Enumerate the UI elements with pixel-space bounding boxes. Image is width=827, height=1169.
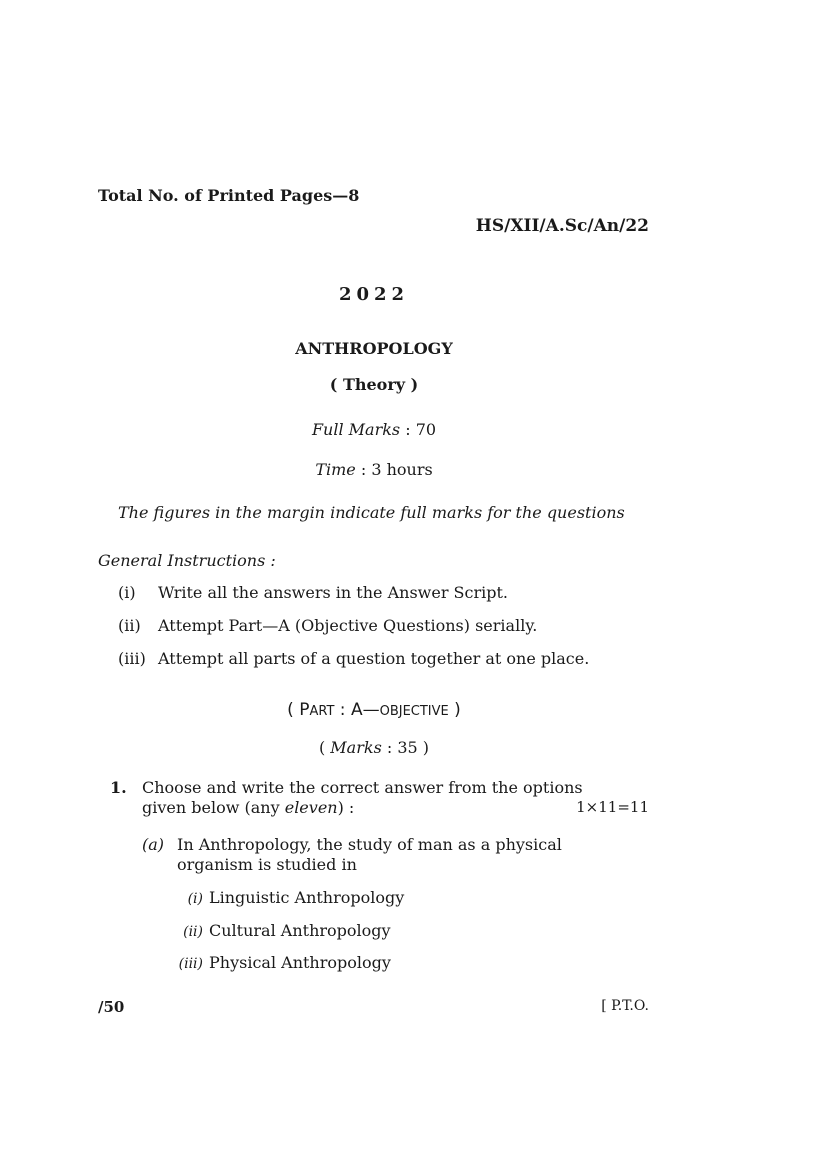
page-code: /50 — [98, 998, 125, 1016]
margin-note: The figures in the margin indicate full marks for the questions — [118, 503, 625, 522]
part-a-marks — [0, 738, 748, 757]
marks-close: ) — [417, 738, 430, 757]
option-item — [176, 953, 391, 972]
instruction-text: Write all the answers in the Answer Script. — [158, 583, 508, 602]
question-number: 1. — [110, 778, 127, 797]
instruction-item — [118, 583, 508, 602]
part-heading-colon: : — [334, 700, 351, 720]
full-marks-separator: : — [400, 420, 416, 439]
part-heading-a: A — [350, 700, 363, 720]
option-text: Physical Anthropology — [209, 953, 391, 972]
marks-open: ( — [318, 738, 331, 757]
pto-marker: [ P.T.O. — [601, 998, 649, 1014]
instruction-number: (iii) — [118, 649, 146, 668]
part-heading-objective: OBJECTIVE — [379, 704, 449, 719]
paper-code: HS/XII/A.Sc/An/22 — [475, 216, 649, 236]
option-label: (i) — [187, 891, 203, 907]
instruction-number: (ii) — [118, 616, 141, 635]
option-label: (iii) — [178, 956, 203, 972]
instruction-item — [118, 616, 537, 635]
full-marks-value: 70 — [415, 420, 437, 439]
question-marks: 1×11=11 — [576, 798, 649, 816]
instruction-text: Attempt Part—A (Objective Questions) serially. — [158, 616, 538, 635]
paper-type: ( Theory ) — [329, 375, 419, 394]
part-a-heading — [0, 700, 748, 720]
question-line2-post: ) : — [337, 798, 355, 817]
part-heading-art: ART — [309, 704, 335, 719]
question-line2-pre: given below (any — [142, 798, 285, 817]
part-heading-close: ) — [448, 700, 461, 720]
full-marks-row — [0, 420, 748, 439]
option-text: Cultural Anthropology — [209, 921, 391, 940]
total-printed-pages: Total No. of Printed Pages—8 — [98, 186, 360, 205]
exam-subject: ANTHROPOLOGY — [295, 339, 453, 358]
option-item — [176, 888, 404, 907]
time-separator: : — [355, 460, 372, 479]
question-line2-eleven: eleven — [284, 798, 338, 817]
option-text: Linguistic Anthropology — [209, 888, 405, 907]
sub-question-label: (a) — [142, 835, 165, 854]
instruction-number: (i) — [118, 583, 136, 602]
time-row — [0, 460, 748, 479]
sub-question-text-line-1: In Anthropology, the study of man as a physical — [177, 835, 562, 854]
part-heading-p: P — [299, 700, 310, 720]
part-heading-dash: — — [362, 700, 380, 720]
marks-value: 35 — [397, 738, 418, 757]
exam-year: 2022 — [338, 284, 410, 305]
sub-question-text-line-2: organism is studied in — [177, 855, 357, 874]
instruction-text: Attempt all parts of a question together at one place. — [158, 649, 590, 668]
question-text-line-2 — [142, 798, 354, 817]
full-marks-label: Full Marks — [311, 420, 401, 439]
marks-separator: : — [381, 738, 398, 757]
time-label: Time — [315, 460, 356, 479]
marks-label: Marks — [330, 738, 382, 757]
option-item — [176, 921, 391, 940]
instruction-item — [118, 649, 589, 668]
general-instructions-heading: General Instructions : — [98, 551, 276, 570]
time-value: 3 hours — [371, 460, 433, 479]
question-text-line-1: Choose and write the correct answer from the options — [142, 778, 583, 797]
part-heading-open: ( — [287, 700, 300, 720]
option-label: (ii) — [183, 924, 203, 940]
